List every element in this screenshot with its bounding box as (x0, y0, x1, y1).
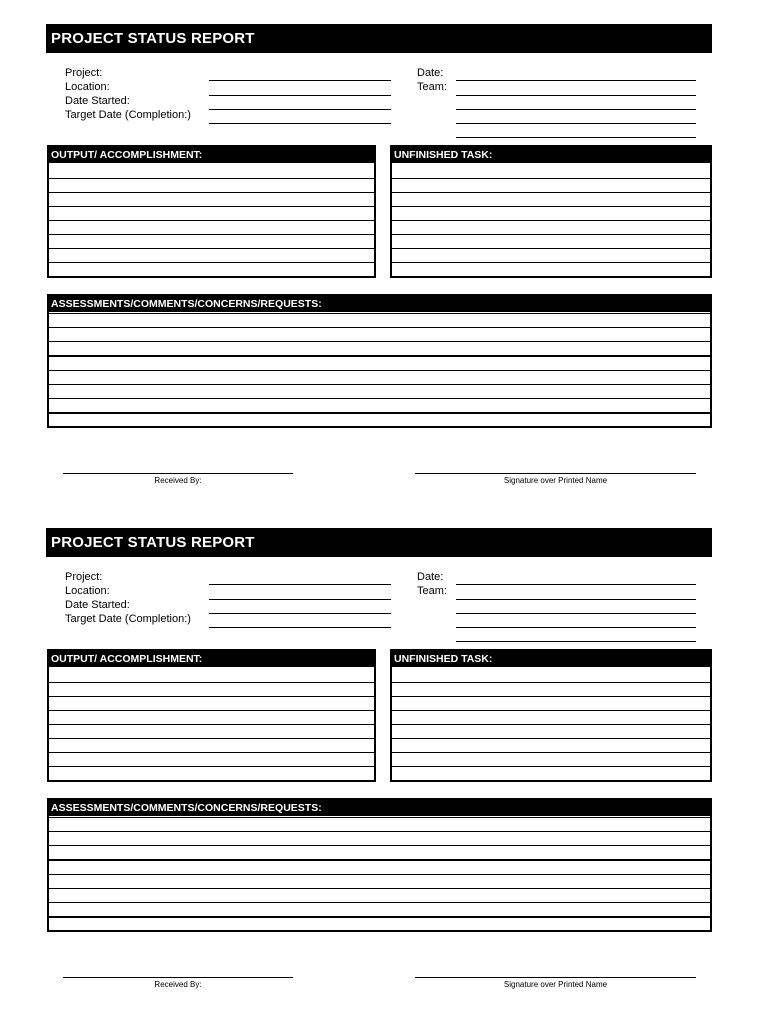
row-line (49, 355, 710, 357)
location-line[interactable] (209, 95, 391, 96)
row-line (49, 738, 374, 739)
date-line[interactable] (456, 80, 696, 81)
team-line-1[interactable] (456, 95, 696, 96)
date-line[interactable] (456, 584, 696, 585)
received-by-label: Received By: (154, 476, 202, 485)
row-line (49, 327, 710, 328)
row-line (392, 738, 710, 739)
location-line[interactable] (209, 599, 391, 600)
unfinished-task-box[interactable] (390, 145, 712, 278)
location-label: Location: (65, 81, 110, 93)
target-date-line[interactable] (209, 627, 391, 628)
row-line (392, 248, 710, 249)
assessments-box[interactable] (47, 294, 712, 428)
row-line (49, 916, 710, 918)
date-started-label: Date Started: (65, 95, 130, 107)
row-line (49, 412, 710, 414)
team-line-3[interactable] (456, 123, 696, 124)
project-line[interactable] (209, 584, 391, 585)
form-title: PROJECT STATUS REPORT (46, 528, 712, 557)
date-started-line[interactable] (209, 613, 391, 614)
assessments-heading: ASSESSMENTS/COMMENTS/CONCERNS/REQUESTS: (49, 296, 710, 312)
signature-line[interactable] (415, 977, 696, 978)
unfinished-task-heading: UNFINISHED TASK: (392, 651, 710, 667)
signature-label: Signature over Printed Name (503, 980, 608, 989)
unfinished-task-heading: UNFINISHED TASK: (392, 147, 710, 163)
row-line (49, 262, 374, 263)
row-line (49, 313, 710, 314)
received-by-line[interactable] (63, 473, 293, 474)
team-line-2[interactable] (456, 109, 696, 110)
status-report-form-1 (0, 0, 768, 504)
received-by-line[interactable] (63, 977, 293, 978)
output-accomplishment-heading: OUTPUT/ ACCOMPLISHMENT: (49, 147, 374, 163)
team-line-3[interactable] (456, 627, 696, 628)
target-date-label: Target Date (Completion:) (65, 109, 191, 121)
signature-line[interactable] (415, 473, 696, 474)
date-started-line[interactable] (209, 109, 391, 110)
row-line (392, 682, 710, 683)
row-line (392, 234, 710, 235)
project-label: Project: (65, 571, 103, 583)
row-line (49, 874, 710, 875)
row-line (49, 384, 710, 385)
team-label: Team: (417, 81, 447, 93)
assessments-box[interactable] (47, 798, 712, 932)
target-date-line[interactable] (209, 123, 391, 124)
row-line (49, 234, 374, 235)
row-line (392, 710, 710, 711)
row-line (392, 192, 710, 193)
team-line-2[interactable] (456, 613, 696, 614)
assessments-heading: ASSESSMENTS/COMMENTS/CONCERNS/REQUESTS: (49, 800, 710, 816)
status-report-form-2 (0, 504, 768, 1008)
row-line (392, 206, 710, 207)
row-line (392, 696, 710, 697)
row-line (49, 859, 710, 861)
row-line (392, 724, 710, 725)
row-line (49, 178, 374, 179)
signature-label: Signature over Printed Name (503, 476, 608, 485)
team-label: Team: (417, 585, 447, 597)
row-line (49, 902, 710, 903)
row-line (392, 178, 710, 179)
row-line (49, 248, 374, 249)
output-accomplishment-box[interactable] (47, 649, 376, 782)
unfinished-task-box[interactable] (390, 649, 712, 782)
date-label: Date: (417, 67, 444, 79)
row-line (49, 845, 710, 846)
location-label: Location: (65, 585, 110, 597)
row-line (392, 766, 710, 767)
row-line (392, 220, 710, 221)
row-line (49, 370, 710, 371)
row-line (392, 262, 710, 263)
row-line (49, 817, 710, 818)
row-line (49, 752, 374, 753)
team-line-1[interactable] (456, 599, 696, 600)
row-line (49, 398, 710, 399)
form-title: PROJECT STATUS REPORT (46, 24, 712, 53)
team-line-4[interactable] (456, 641, 696, 642)
row-line (49, 341, 710, 342)
row-line (49, 220, 374, 221)
date-label: Date: (417, 571, 444, 583)
row-line (49, 696, 374, 697)
row-line (49, 192, 374, 193)
row-line (392, 752, 710, 753)
received-by-label: Received By: (154, 980, 202, 989)
date-started-label: Date Started: (65, 599, 130, 611)
output-accomplishment-box[interactable] (47, 145, 376, 278)
row-line (49, 724, 374, 725)
target-date-label: Target Date (Completion:) (65, 613, 191, 625)
row-line (49, 206, 374, 207)
output-accomplishment-heading: OUTPUT/ ACCOMPLISHMENT: (49, 651, 374, 667)
row-line (49, 831, 710, 832)
row-line (49, 888, 710, 889)
row-line (49, 766, 374, 767)
row-line (49, 710, 374, 711)
team-line-4[interactable] (456, 137, 696, 138)
project-line[interactable] (209, 80, 391, 81)
row-line (49, 682, 374, 683)
project-label: Project: (65, 67, 103, 79)
